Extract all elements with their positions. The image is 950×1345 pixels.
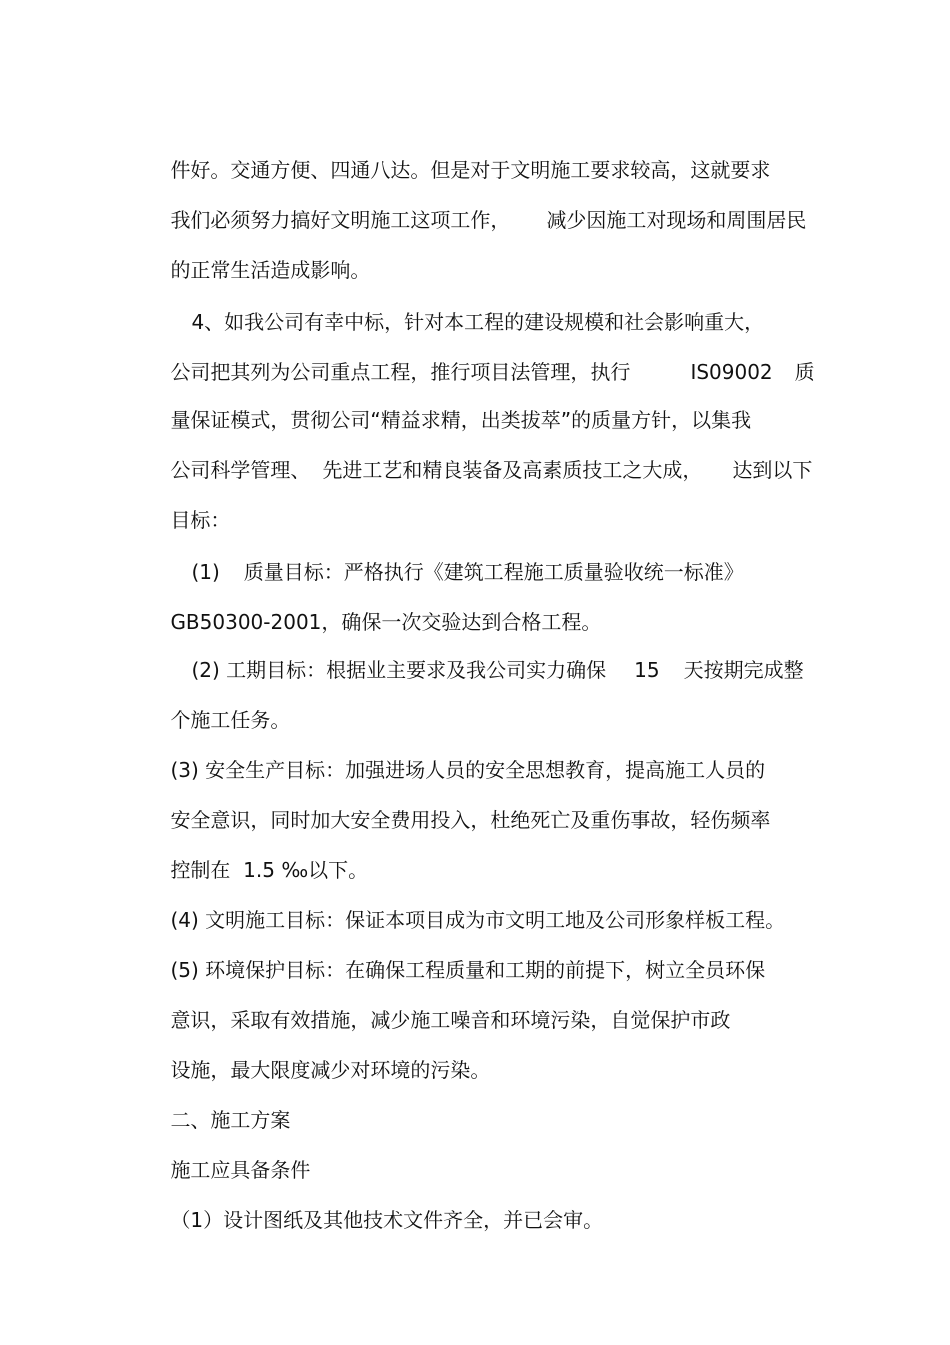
paragraph-line xyxy=(145,678,291,732)
text-run: 我们必须努力搞好文明施工这项工作， xyxy=(170,208,511,232)
paragraph-line xyxy=(145,580,602,634)
paragraph-line xyxy=(145,728,766,782)
text-run: （1）设计图纸及其他技术文件齐全，并已会审。 xyxy=(170,1208,604,1232)
paragraph-line xyxy=(145,828,369,882)
text-run: 施工应具备条件 xyxy=(170,1158,311,1182)
text-run: 公司科学管理、 xyxy=(170,458,311,482)
paragraph-line xyxy=(145,128,771,182)
text-run: 意识，采取有效措施，减少施工噪音和环境污染，自觉保护市政 xyxy=(170,1008,731,1032)
paragraph-line xyxy=(145,228,371,282)
text-run: 控制在 1.5 ‰以下。 xyxy=(170,858,369,882)
text-run: GB50300-2001，确保一次交验达到合格工程。 xyxy=(170,610,602,634)
text-run: (5) 环境保护目标：在确保工程质量和工期的前提下，树立全员环保 xyxy=(170,958,766,982)
paragraph-line xyxy=(145,178,807,232)
text-run: 量保证模式，贯彻公司“精益求精，出类拔萃”的质量方针，以集我 xyxy=(170,408,752,432)
paragraph-line xyxy=(145,778,771,832)
text-run: 质量目标：严格执行《建筑工程施工质量验收统一标准》 xyxy=(243,560,744,584)
text-run: 设施，最大限度减少对环境的污染。 xyxy=(170,1058,491,1082)
paragraph-line xyxy=(166,628,804,682)
paragraph-line xyxy=(145,928,766,982)
section-heading xyxy=(145,1078,291,1132)
subsection-heading xyxy=(145,1128,311,1182)
paragraph-line xyxy=(145,378,752,432)
text-run: 公司把其列为公司重点工程，推行项目法管理，执行 xyxy=(170,360,631,384)
text-run: (4) 文明施工目标：保证本项目成为市文明工地及公司形象样板工程。 xyxy=(170,908,786,932)
paragraph-line xyxy=(166,280,765,334)
standard-code: IS09002 xyxy=(690,360,773,384)
list-marker: (1) xyxy=(191,560,220,584)
text-run: (3) 安全生产目标：加强进场人员的安全思想教育，提高施工人员的 xyxy=(170,758,766,782)
text-run: (2) 工期目标：根据业主要求及我公司实力确保 xyxy=(191,658,607,682)
text-run: 质 xyxy=(794,360,815,384)
text-run: 个施工任务。 xyxy=(170,708,291,732)
text-run: 天按期完成整 xyxy=(683,658,804,682)
paragraph-line xyxy=(145,1178,604,1232)
text-run: 减少因施工对现场和周围居民 xyxy=(546,208,807,232)
paragraph-line xyxy=(166,530,744,584)
text-run: 的正常生活造成影响。 xyxy=(170,258,371,282)
text-run: 二、施工方案 xyxy=(170,1108,291,1132)
text-run: 件好。交通方便、四通八达。但是对于文明施工要求较高，这就要求 xyxy=(170,158,771,182)
text-run: 先进工艺和精良装备及高素质技工之大成， xyxy=(322,458,703,482)
paragraph-line xyxy=(145,428,813,482)
paragraph-line xyxy=(145,878,786,932)
number-value: 15 xyxy=(634,658,660,682)
text-run: 目标： xyxy=(170,508,231,532)
paragraph-line xyxy=(145,978,731,1032)
paragraph-line xyxy=(145,1028,491,1082)
paragraph-line xyxy=(145,478,231,532)
text-run: 安全意识，同时加大安全费用投入，杜绝死亡及重伤事故，轻伤频率 xyxy=(170,808,771,832)
text-run: 达到以下 xyxy=(732,458,813,482)
paragraph-line xyxy=(145,330,815,384)
text-run: 4、如我公司有幸中标，针对本工程的建设规模和社会影响重大， xyxy=(191,310,765,334)
